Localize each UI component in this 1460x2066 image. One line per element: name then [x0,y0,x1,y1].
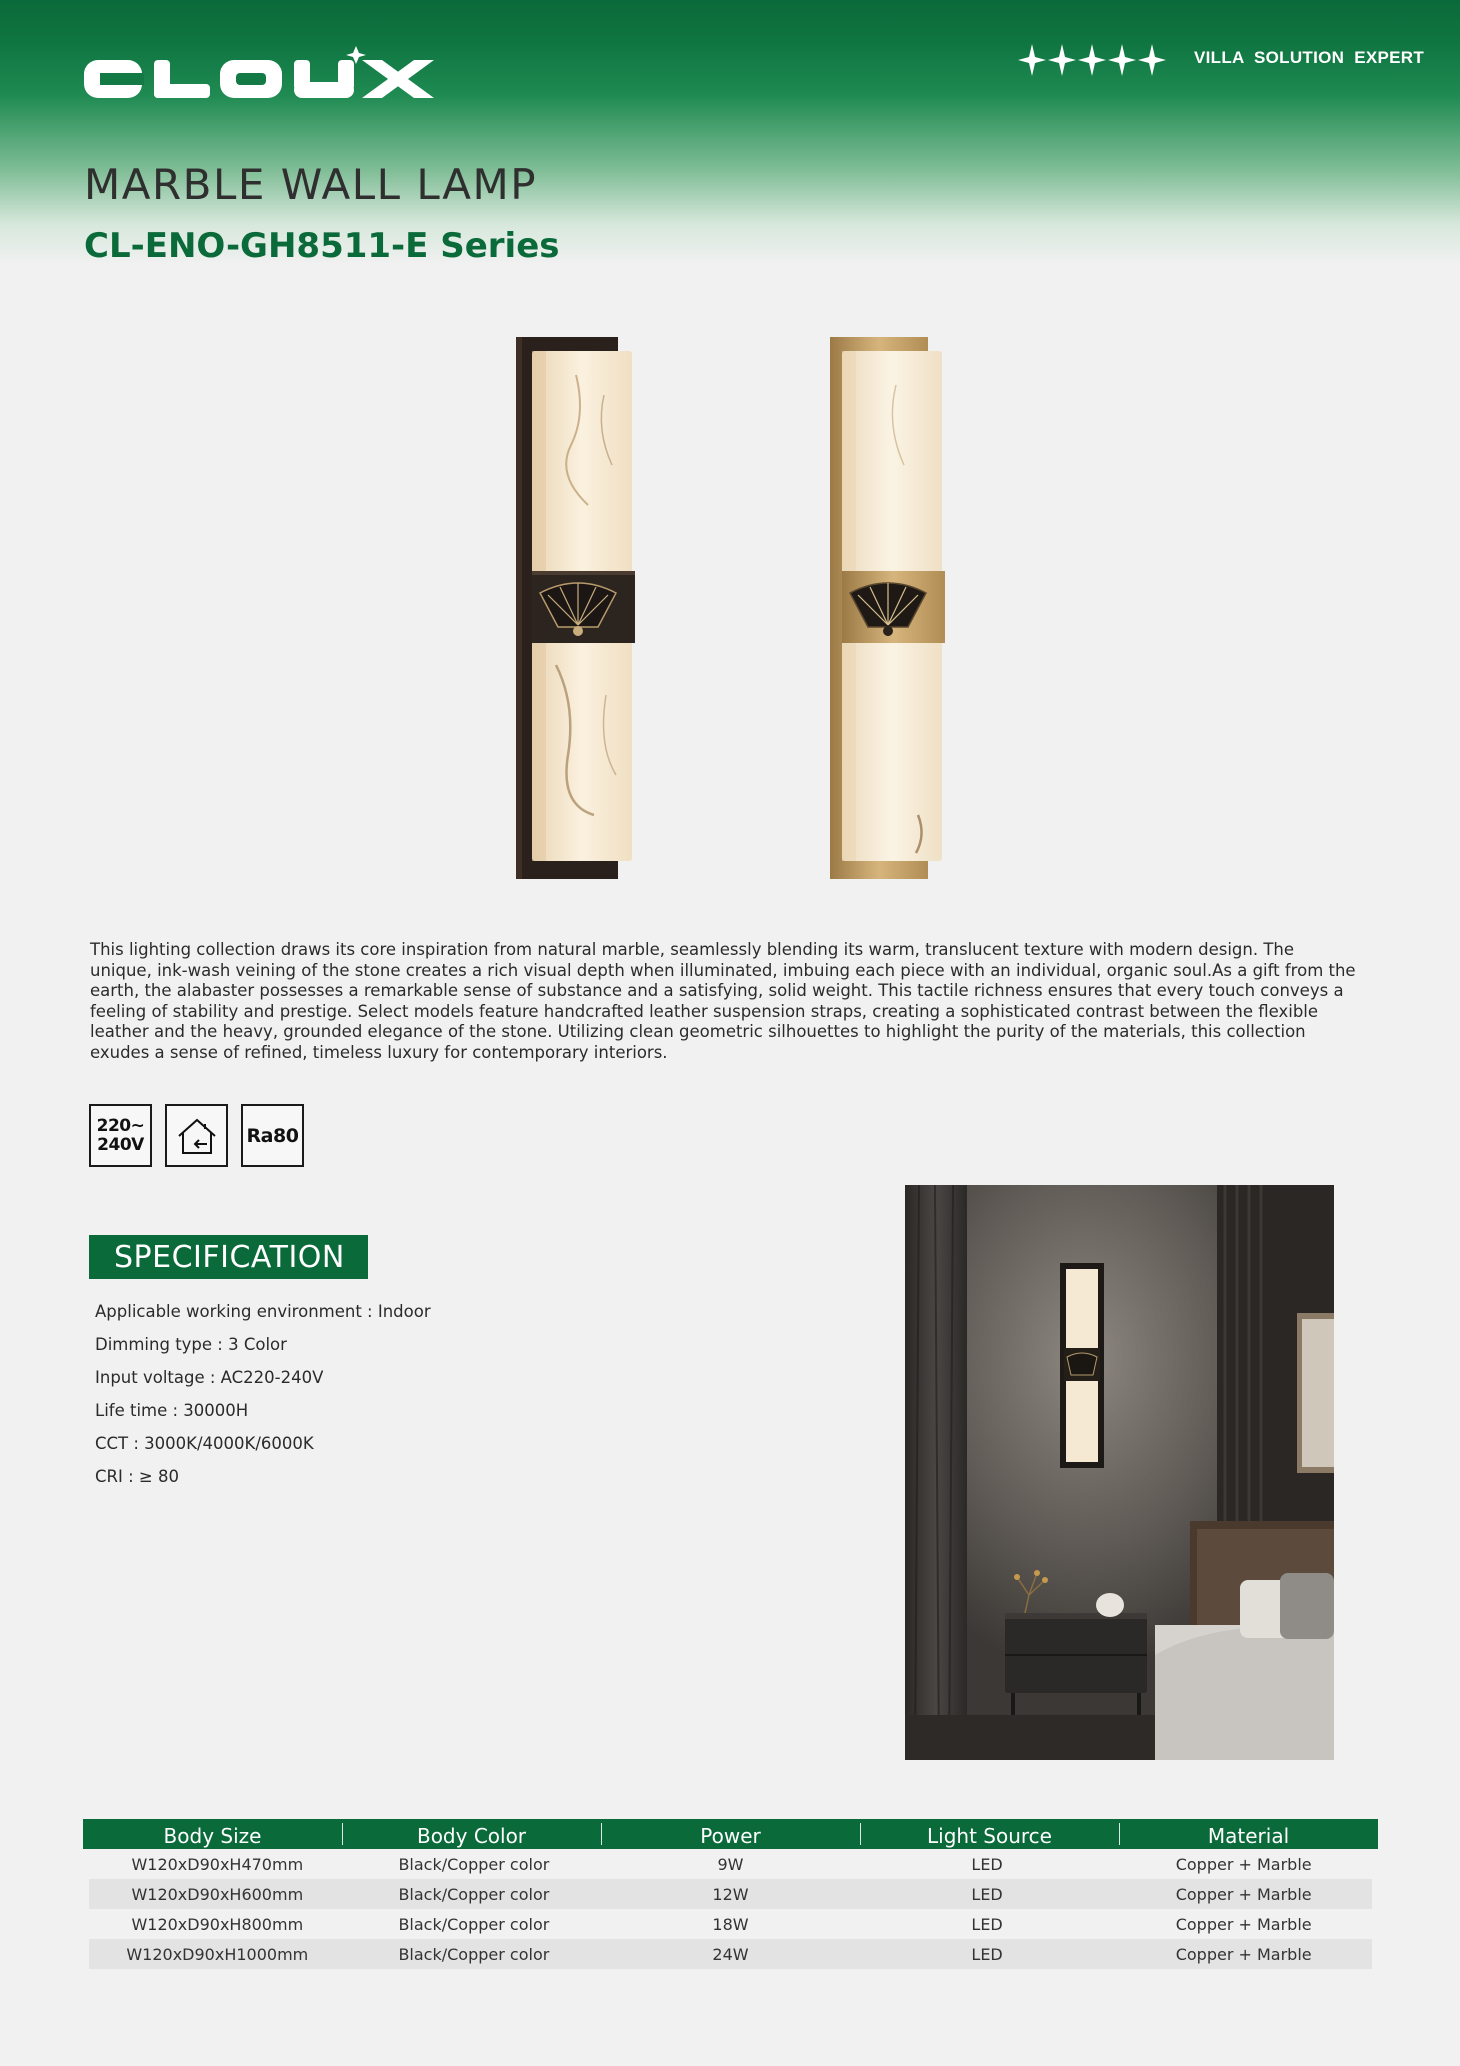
product-image-black-lamp [516,335,641,881]
cell-body-size: W120xD90xH470mm [131,1854,304,1874]
spec-lifetime: Life time : 30000H [95,1401,249,1420]
spec-cct: CCT : 3000K/4000K/6000K [95,1434,314,1453]
cell-body-size: W120xD90xH800mm [131,1914,304,1934]
cell-light-source: LED [971,1884,1003,1904]
header-light-source: Light Source [860,1819,1119,1849]
specification-heading: SPECIFICATION [89,1235,368,1279]
sparkle-star-icon [1018,40,1046,80]
product-title: MARBLE WALL LAMP [84,160,538,209]
room-scene-image [905,1185,1334,1760]
feature-badges [89,1104,304,1167]
cell-body-color: Black/Copper color [398,1914,550,1934]
product-series: CL-ENO-GH8511-E Series [84,226,560,266]
cell-power: 18W [712,1914,749,1934]
spec-dimming: Dimming type : 3 Color [95,1335,287,1354]
table-row [89,1849,1372,1879]
specification-list [95,1302,431,1500]
cell-power: 9W [717,1854,744,1874]
voltage-line-2: 240V [97,1134,144,1155]
indoor-badge [165,1104,228,1167]
sparkle-star-icon [1078,40,1106,80]
rating-stars [1018,40,1166,80]
cell-body-color: Black/Copper color [398,1944,550,1964]
table-row [89,1909,1372,1939]
voltage-badge [89,1104,152,1167]
header-power: Power [601,1819,860,1849]
cell-power: 12W [712,1884,749,1904]
cell-light-source: LED [971,1944,1003,1964]
cell-light-source: LED [971,1854,1003,1874]
product-description: This lighting collection draws its core inspiration from natural marble, seamlessly blending its warm, translucent texture with modern design. The unique, ink-wash veining of the stone creates a rich visual depth when illuminated, imbuing each piece with an individual, organic soul.As a gift from the earth, the alabaster possesses a remarkable sense of substance and a satisfying, solid weight. This tactile richness ensures that every touch conveys a feeling of stability and prestige. Select models feature handcrafted leather suspension straps, creating a sophisticated contrast between the flexible leather and the heavy, grounded elegance of the stone. Utilizing clean geometric silhouettes to highlight the purity of the materials, this collection exudes a sense of refined, timeless luxury for contemporary interiors. [90,940,1356,1062]
cloux-logo [84,44,434,102]
header-material: Material [1119,1819,1378,1849]
cell-body-color: Black/Copper color [398,1854,550,1874]
header-body-size: Body Size [163,1824,262,1848]
voltage-line-1: 220~ [96,1115,145,1136]
spec-environment: Applicable working environment : Indoor [95,1302,431,1321]
cell-material: Copper + Marble [1175,1944,1312,1964]
spec-cri: CRI : ≥ 80 [95,1467,179,1486]
cri-badge: Ra80 [241,1104,304,1167]
cell-light-source: LED [971,1914,1003,1934]
indoor-house-icon [174,1114,220,1158]
spec-voltage: Input voltage : AC220-240V [95,1368,324,1387]
cell-material: Copper + Marble [1175,1884,1312,1904]
table-row [89,1879,1372,1909]
brand-tagline: VILLA SOLUTION EXPERT [1194,48,1425,67]
spec-table [83,1819,1378,1969]
cell-body-size: W120xD90xH600mm [131,1884,304,1904]
sparkle-star-icon [1138,40,1166,80]
table-row [89,1939,1372,1969]
product-image-copper-lamp [826,335,951,881]
sparkle-star-icon [1108,40,1136,80]
spec-table-header [83,1819,1378,1849]
sparkle-star-icon [1048,40,1076,80]
header-body-color: Body Color [342,1819,601,1849]
cell-material: Copper + Marble [1175,1914,1312,1934]
cell-body-size: W120xD90xH1000mm [126,1944,309,1964]
cell-power: 24W [712,1944,749,1964]
cell-body-color: Black/Copper color [398,1884,550,1904]
cell-material: Copper + Marble [1175,1854,1312,1874]
